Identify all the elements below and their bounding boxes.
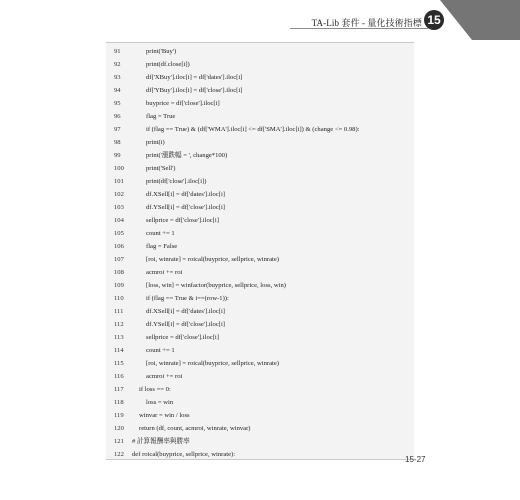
code-line [106,162,414,175]
code-text: loss = win [146,399,174,406]
code-text: df.XSell[i] = df['dates'].iloc[i] [146,308,225,315]
code-line [106,149,414,162]
code-text: def roical(buyprice, sellprice, winrate): [132,451,236,458]
code-text: winvar = win / loss [139,412,190,419]
line-number: 115 [114,360,124,367]
code-line [106,227,414,240]
line-number: 95 [114,100,121,107]
line-number: 120 [114,425,124,432]
code-listing [106,42,414,460]
code-text: [roi, winrate] = roical(buyprice, sellprice, winrate) [146,360,279,367]
code-text: if (flag == True) & (df['WMA'].iloc[i] <= df['SMA'].iloc[i]) & (change <= 0.98): [146,126,360,133]
line-number: 116 [114,373,124,380]
code-text: sellprice = df['close'].iloc[i] [146,334,219,341]
code-line [106,357,414,370]
code-line [106,136,414,149]
code-text: count += 1 [146,347,175,354]
code-text: print(df['close'].iloc[i]) [146,178,207,185]
code-line [106,253,414,266]
code-line [106,448,414,461]
code-line [106,383,414,396]
code-line [106,71,414,84]
code-text: print(df.close[i]) [146,61,190,68]
code-text: flag = False [146,243,178,250]
code-line [106,292,414,305]
code-line [106,344,414,357]
page-number: 15-27 [405,455,426,464]
code-line [106,266,414,279]
code-line [106,45,414,58]
running-title: TA-Lib 套件 - 量化技術指標 [311,18,422,28]
line-number: 110 [114,295,124,302]
code-line [106,331,414,344]
code-text: buyprice = df['close'].iloc[i] [146,100,220,107]
line-number: 98 [114,139,121,146]
line-number: 113 [114,334,124,341]
line-number: 97 [114,126,121,133]
code-line [106,409,414,422]
code-text: [loss, win] = winfactor(buyprice, sellprice, loss, win) [146,282,286,289]
code-text: acmroi += roi [146,269,183,276]
code-line [106,370,414,383]
line-number: 101 [114,178,124,185]
code-text: flag = True [146,113,176,120]
line-number: 109 [114,282,124,289]
code-line [106,396,414,409]
code-text: [roi, winrate] = roical(buyprice, sellprice, winrate) [146,256,279,263]
line-number: 105 [114,230,124,237]
code-text: if loss == 0: [139,386,171,393]
code-line [106,188,414,201]
code-text: print('Sell') [146,165,176,172]
chapter-tab [440,0,520,40]
line-number: 100 [114,165,124,172]
code-text: print('Buy') [146,48,177,55]
line-number: 91 [114,48,121,55]
line-number: 119 [114,412,124,419]
line-number: 117 [114,386,124,393]
line-number: 107 [114,256,124,263]
line-number: 106 [114,243,124,250]
code-text: df['YBuy'].iloc[i] = df['close'].iloc[i] [146,87,243,94]
code-line [106,435,414,448]
code-text: print('漲跌幅 = ', change*100) [146,152,228,159]
line-number: 111 [114,308,124,315]
code-text: return (df, count, acmroi, winrate, winvar) [139,425,251,432]
code-text: df.YSell[i] = df['close'].iloc[i] [146,204,225,211]
code-text: df['XBuy'].iloc[i] = df['dates'].iloc[i] [146,74,243,81]
code-text: if (flag == True & i==(row-1)): [146,295,229,302]
code-line [106,214,414,227]
code-text: count += 1 [146,230,175,237]
code-text: df.XSell[i] = df['dates'].iloc[i] [146,191,225,198]
page-header [290,10,520,34]
code-line [106,110,414,123]
line-number: 99 [114,152,121,159]
code-text: df.YSell[i] = df['close'].iloc[i] [146,321,225,328]
code-text: acmroi += roi [146,373,183,380]
line-number: 96 [114,113,121,120]
line-number: 93 [114,74,121,81]
code-line [106,84,414,97]
line-number: 104 [114,217,124,224]
line-number: 112 [114,321,124,328]
code-line [106,201,414,214]
code-line [106,123,414,136]
line-number: 102 [114,191,124,198]
line-number: 114 [114,347,124,354]
code-line [106,175,414,188]
line-number: 122 [114,451,124,458]
code-line [106,58,414,71]
code-line [106,279,414,292]
code-line [106,305,414,318]
code-text: sellprice = df['close'].iloc[i] [146,217,219,224]
line-number: 94 [114,87,121,94]
line-number: 118 [114,399,124,406]
code-text: # 計算報酬率與勝率 [132,438,190,445]
line-number: 92 [114,61,121,68]
code-line [106,97,414,110]
line-number: 121 [114,438,124,445]
line-number: 108 [114,269,124,276]
code-line [106,318,414,331]
chapter-badge: 15 [424,10,444,30]
code-line [106,240,414,253]
code-line [106,422,414,435]
line-number: 103 [114,204,124,211]
code-text: print(i) [146,139,165,146]
